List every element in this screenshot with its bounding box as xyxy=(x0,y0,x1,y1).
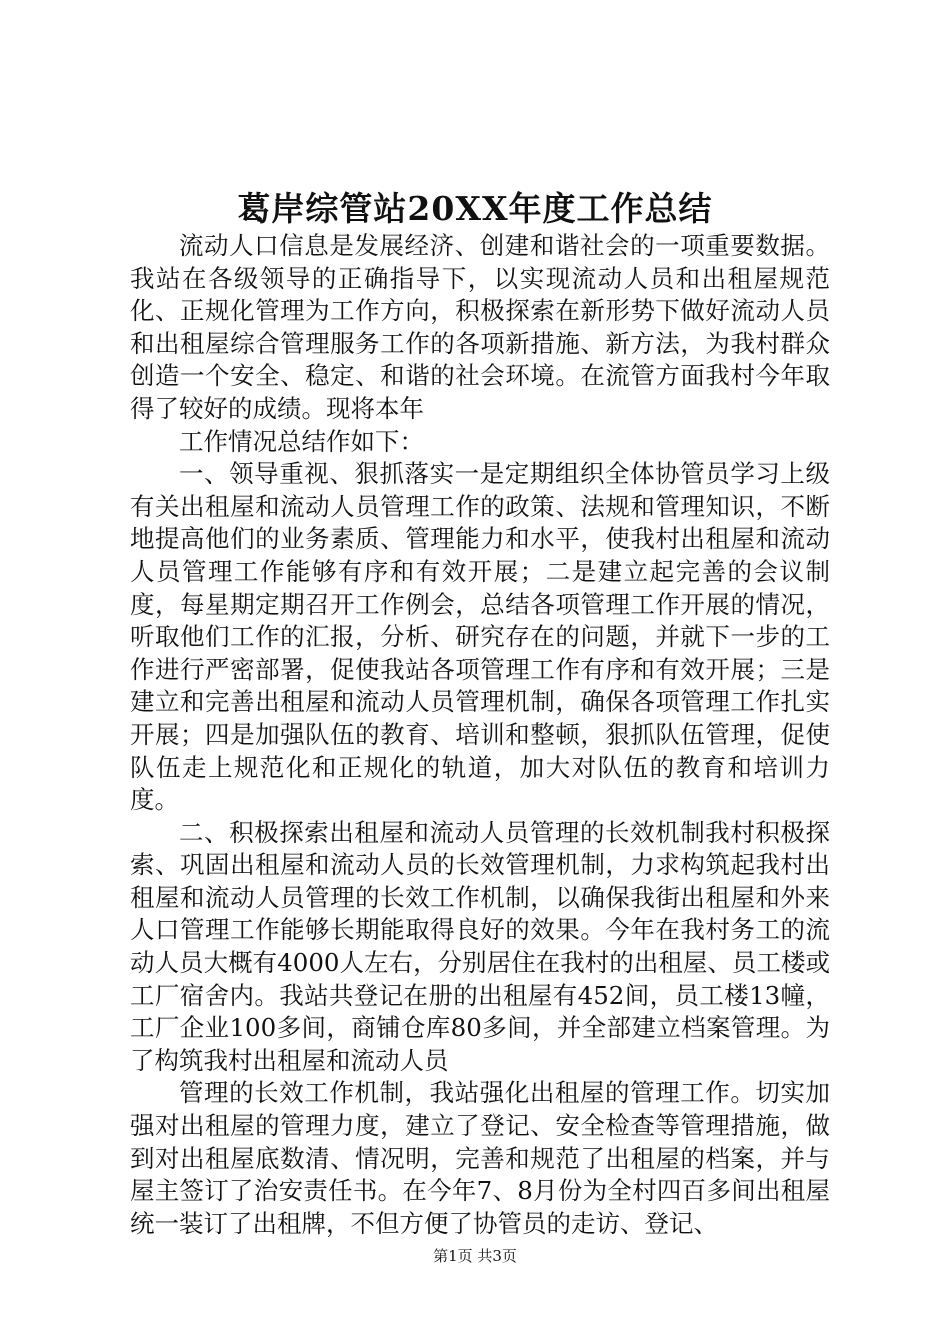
paragraph-summary-lead: 工作情况总结作如下： xyxy=(179,426,424,456)
page-number-footer: 第1页 共3页 xyxy=(433,1247,517,1265)
paragraph-intro: 流动人口信息是发展经济、创建和谐社会的一项重要数据。我站在各级领导的正确指导下，以实现流动人员和出租屋规范化、正规化管理为工作方向，积极探索在新形势下做好流动人员和出租屋综合管理服务工作的各项新措施、新方法，为我村群众创造一个安全、稳定、和谐的社会环境。在流管方面我村今年取得了较好的成绩。现将本年 xyxy=(130,231,830,423)
paragraph-section-one: 一、领导重视、狠抓落实一是定期组织全体协管员学习上级有关出租屋和流动人员管理工作的政策、法规和管理知识，不断地提高他们的业务素质、管理能力和水平，使我村出租屋和流动人员管理工作能够有序和有效开展；二是建立起完善的会议制度，每星期定期召开工作例会，总结各项管理工作开展的情况，听取他们工作的汇报，分析、研究存在的问题，并就下一步的工作进行严密部署，促使我站各项管理工作有序和有效开展；三是建立和完善出租屋和流动人员管理机制，确保各项管理工作扎实开展；四是加强队伍的教育、培训和整顿，狠抓队伍管理，促使队伍走上规范化和正规化的轨道，加大对队伍的教育和培训力度。 xyxy=(130,459,830,815)
document-title: 葛岸综管站20XX年度工作总结 xyxy=(237,189,713,228)
document-body xyxy=(130,230,830,1240)
paragraph-management: 管理的长效工作机制，我站强化出租屋的管理工作。切实加强对出租屋的管理力度，建立了登记、安全检查等管理措施，做到对出租屋底数清、情况明，完善和规范了出租屋的档案，并与屋主签订了治安责任书。在今年7、8月份为全村四百多间出租屋统一装订了出租牌，不但方便了协管员的走访、登记、 xyxy=(130,1078,830,1238)
paragraph-section-two: 二、积极探索出租屋和流动人员管理的长效机制我村积极探索、巩固出租屋和流动人员的长效管理机制，力求构筑起我村出租屋和流动人员管理的长效工作机制，以确保我街出租屋和外来人口管理工作能够长期能取得良好的效果。今年在我村务工的流动人员大概有4000人左右，分别居住在我村的出租屋、员工楼或工厂宿舍内。我站共登记在册的出租屋有452间，员工楼13幢，工厂企业100多间，商铺仓库80多间，并全部建立档案管理。为了构筑我村出租屋和流动人员 xyxy=(130,817,830,1075)
